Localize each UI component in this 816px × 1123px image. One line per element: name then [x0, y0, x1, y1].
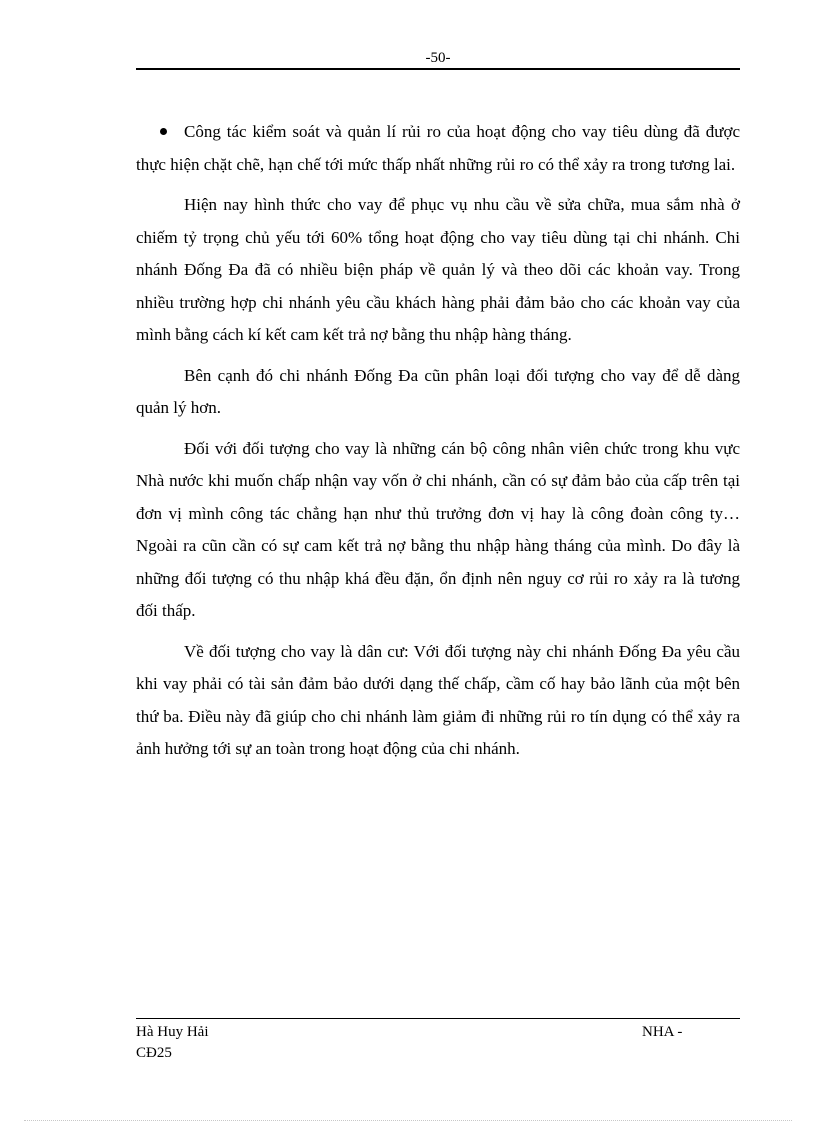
- author-name: Hà Huy Hải: [136, 1024, 209, 1040]
- paragraph-5: Về đối tượng cho vay là dân cư: Với đối tượng này chi nhánh Đống Đa yêu cầu khi vay phải có tài sản đảm bảo dưới dạng thế chấp, cầm cố hay bảo lãnh của một bên thứ ba. Điều này đã giúp cho chi nhánh làm giảm đi những rủi ro tín dụng có thể xảy ra ảnh hưởng tới sự an toàn trong hoạt động của chi nhánh.: [136, 641, 740, 758]
- paragraph-3: Bên cạnh đó chi nhánh Đống Đa cũn phân loại đối tượng cho vay để dễ dàng quản lý hơn.: [136, 365, 740, 417]
- footer-rule: [136, 1018, 740, 1019]
- footer-author: [136, 1022, 208, 1064]
- page-bottom-border: [24, 1120, 792, 1121]
- paragraph-2: Hiện nay hình thức cho vay để phục vụ nhu cầu về sửa chữa, mua sắm nhà ở chiếm tỷ trọng chủ yếu tới 60% tổng hoạt động cho vay tiêu dùng tại chi nhánh. Chi nhánh Đống Đa đã có nhiều biện pháp về quản lý và theo dõi các khoản vay. Trong nhiều trường hợp chi nhánh yêu cầu khách hàng phải đảm bảo cho các khoản vay của mình bằng cách kí kết cam kết trả nợ bằng thu nhập hàng tháng.: [136, 195, 740, 344]
- footer-right-text: NHA -: [642, 1024, 683, 1040]
- header-rule: [136, 68, 740, 70]
- body-text: [136, 116, 740, 774]
- paragraph-4: Đối với đối tượng cho vay là những cán bộ công nhân viên chức trong khu vực Nhà nước khi muốn chấp nhận vay vốn ở chi nhánh, cần có sự đảm bảo của cấp trên tại đơn vị mình công tác chẳng hạn như thủ trưởng đơn vị hay là công đoàn công ty… Ngoài ra cũn cần có sự cam kết trả nợ bằng thu nhập hàng tháng của mình. Do đây là những đối tượng có thu nhập khá đều đặn, ổn định nên nguy cơ rủi ro xảy ra là tương đối thấp.: [136, 438, 740, 620]
- paragraph-text: Công tác kiểm soát và quản lí rủi ro của hoạt động cho vay tiêu dùng đã được thực hiện chặt chẽ, hạn chế tới mức thấp nhất những rủi ro có thể xảy ra trong tương lai.: [136, 122, 740, 174]
- bullet-paragraph-1: [136, 116, 740, 181]
- bullet-icon: [160, 128, 167, 135]
- class-code: CĐ25: [136, 1045, 172, 1061]
- page-number: -50-: [425, 50, 451, 66]
